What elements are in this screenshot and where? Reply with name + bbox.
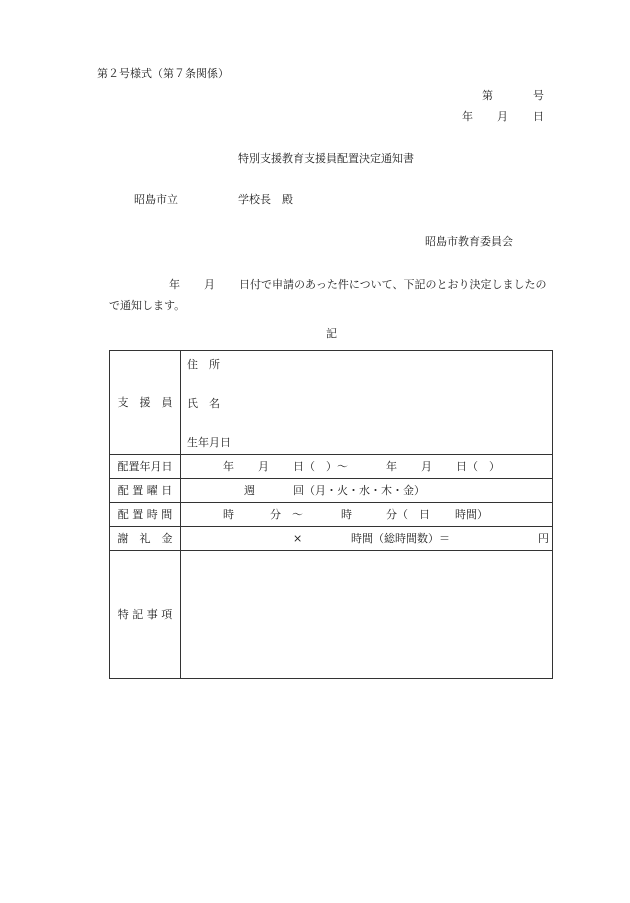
doc-number-prefix: 第	[482, 89, 493, 102]
address-label: 住 所	[187, 358, 220, 371]
date-year: 年	[462, 110, 473, 123]
period-row	[110, 455, 553, 479]
period-year-1: 年	[223, 460, 234, 473]
document-title: 特別支援教育支援員配置決定通知書	[238, 152, 414, 165]
form-table	[109, 350, 553, 679]
dob-label: 生年月日	[187, 436, 231, 449]
notes-value[interactable]	[181, 551, 553, 679]
date-day: 日	[533, 110, 544, 123]
weekday-times: 回（月・火・水・木・金）	[293, 484, 425, 497]
body-month: 月	[204, 278, 215, 291]
ki-heading: 記	[326, 327, 337, 340]
supporter-fields	[181, 351, 553, 455]
time-value	[181, 503, 553, 527]
time-label: 配 置 時 間	[110, 503, 181, 527]
fee-value	[181, 527, 553, 551]
notes-row	[110, 551, 553, 679]
weekday-row	[110, 479, 553, 503]
body-year: 年	[169, 278, 180, 291]
period-day-2: 日（ ）	[456, 460, 500, 473]
notes-label: 特 記 事 項	[110, 551, 181, 679]
period-label: 配置年月日	[110, 455, 181, 479]
fee-hours: 時間（総時間数）＝	[351, 532, 450, 545]
weekday-week: 週	[244, 484, 255, 497]
time-minute-1: 分 〜	[270, 508, 303, 521]
fee-label: 謝 礼 金	[110, 527, 181, 551]
form-number: 第２号様式（第７条関係）	[97, 67, 229, 80]
supporter-row	[110, 351, 553, 455]
doc-number-suffix: 号	[533, 89, 544, 102]
time-hour-2: 時	[341, 508, 352, 521]
weekday-value	[181, 479, 553, 503]
weekday-label: 配 置 曜 日	[110, 479, 181, 503]
issuer: 昭島市教育委員会	[425, 235, 513, 248]
addressee-principal: 学校長 殿	[238, 193, 293, 206]
fee-row	[110, 527, 553, 551]
date-month: 月	[497, 110, 508, 123]
time-row	[110, 503, 553, 527]
body-line-1: 日付で申請のあった件について、下記のとおり決定しましたの	[239, 278, 547, 291]
period-year-2: 年	[386, 460, 397, 473]
period-month-1: 月	[258, 460, 269, 473]
time-hours: 時間）	[455, 508, 488, 521]
body-line-2: で通知します。	[109, 299, 186, 312]
addressee-city-school: 昭島市立	[134, 193, 178, 206]
name-label: 氏 名	[187, 397, 220, 410]
period-value	[181, 455, 553, 479]
time-hour-1: 時	[223, 508, 234, 521]
time-minute-2: 分（ 日	[386, 508, 430, 521]
supporter-label: 支 援 員	[110, 351, 181, 455]
period-month-2: 月	[421, 460, 432, 473]
fee-multiply: ×	[293, 532, 303, 545]
period-day-1: 日（ ）〜	[293, 460, 348, 473]
fee-yen: 円	[538, 532, 549, 545]
